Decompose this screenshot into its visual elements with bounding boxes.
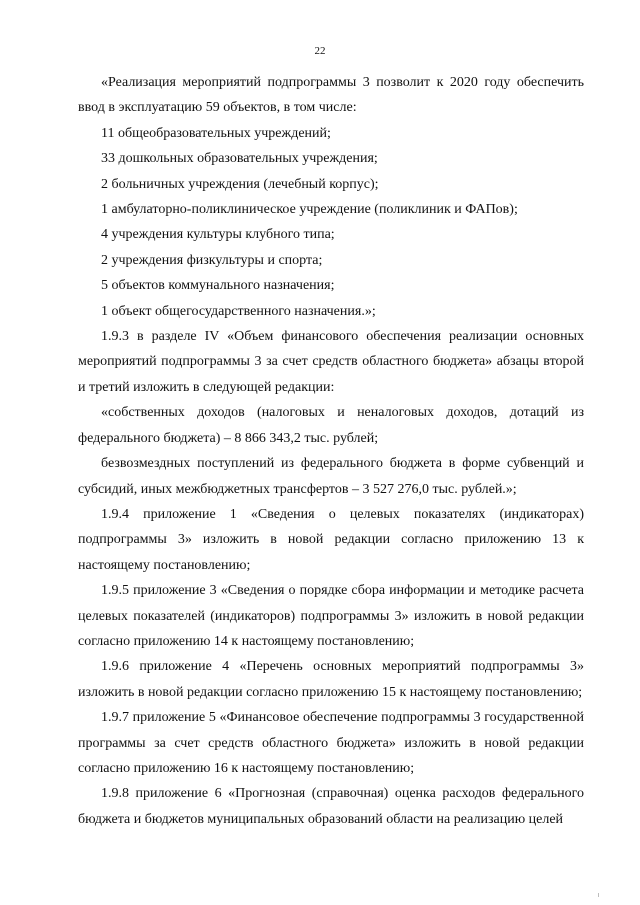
paragraph-1-9-6: 1.9.6 приложение 4 «Перечень основных мероприятий подпрограммы 3» изложить в новой редакции согласно приложению 15 к настоящему постановлению; (78, 659, 584, 700)
paragraph-1-9-7: 1.9.7 приложение 5 «Финансовое обеспечение подпрограммы 3 государственной программы за счет средств областного бюджета» изложить в новой редакции согласно приложению 16 к настоящему постановлению; (78, 710, 584, 776)
page-number: 22 (314, 45, 326, 57)
document-body (78, 70, 584, 832)
paragraph-own-revenues: «собственных доходов (налоговых и неналоговых доходов, дотаций из федерального бюджета) – 8 866 343,2 тыс. рублей; (78, 405, 584, 446)
list-item: 2 учреждения физкультуры и спорта; (101, 252, 323, 268)
paragraph-1-9-8: 1.9.8 приложение 6 «Прогнозная (справочная) оценка расходов федерального бюджета и бюджетов муниципальных образований области на реализацию целей (78, 786, 584, 827)
list-item: 11 общеобразовательных учреждений; (101, 125, 331, 141)
list-item: 5 объектов коммунального назначения; (101, 278, 335, 294)
paragraph-1-9-3: 1.9.3 в разделе IV «Объем финансового обеспечения реализации основных мероприятий подпрограммы 3 за счет средств областного бюджета» абзацы второй и третий изложить в следующей редакции: (78, 329, 584, 395)
paragraph-intro: «Реализация мероприятий подпрограммы 3 позволит к 2020 году обеспечить ввод в эксплуатацию 59 объектов, в том числе: (78, 75, 584, 116)
list-item: 33 дошкольных образовательных учреждения; (101, 151, 378, 167)
scan-mark (598, 893, 599, 897)
paragraph-1-9-5: 1.9.5 приложение 3 «Сведения о порядке сбора информации и методике расчета целевых показателей (индикаторов) подпрограммы 3» изложить в новой редакции согласно приложению 14 к настоящему постановлению; (78, 583, 584, 649)
paragraph-1-9-4: 1.9.4 приложение 1 «Сведения о целевых показателях (индикаторах) подпрограммы 3» изложить в новой редакции согласно приложению 13 к настоящему постановлению; (78, 506, 584, 573)
list-item: 2 больничных учреждения (лечебный корпус); (101, 176, 379, 192)
list-item: 1 амбулаторно-поликлиническое учреждение (поликлиник и ФАПов); (101, 202, 518, 218)
list-item: 1 объект общегосударственного назначения.»; (101, 303, 376, 319)
paragraph-federal-transfers: безвозмездных поступлений из федерального бюджета в форме субвенций и субсидий, иных межбюджетных трансфертов – 3 527 276,0 тыс. рублей.»; (78, 456, 584, 497)
list-item: 4 учреждения культуры клубного типа; (101, 227, 335, 243)
